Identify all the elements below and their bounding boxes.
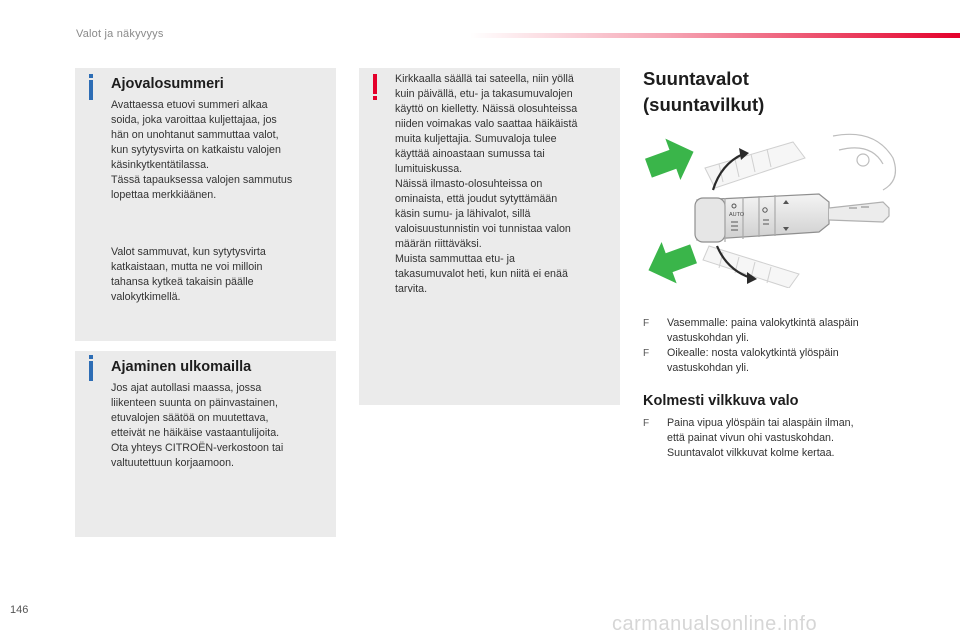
watermark: carmanualsonline.info bbox=[612, 613, 818, 635]
panel-paragraph: Avattaessa etuovi summeri alkaa soida, joka varoittaa kuljettajaa, jos hän on unohtanut sammuttaa valot, kun sytytysvirta on katkaistu valojen käsinkytkentätilassa. Tässä tapauksessa valojen sammutus lopettaa merkkiäänen. bbox=[111, 99, 293, 201]
light-stalk-icon bbox=[695, 194, 889, 242]
subsection-title-triple-flash: Kolmesti vilkkuva valo bbox=[643, 393, 799, 409]
list-item: F Vasemmalle: paina valokytkintä alaspäin vastuskohdan yli. bbox=[643, 317, 859, 344]
bullet-glyph: F bbox=[643, 348, 650, 359]
list-item: F Oikealle: nosta valokytkintä ylöspäin vastuskohdan yli. bbox=[643, 347, 839, 374]
bullet-glyph: F bbox=[643, 418, 650, 429]
page-number: 146 bbox=[10, 604, 29, 616]
bullet-glyph: F bbox=[643, 318, 650, 329]
triple-flash-instructions bbox=[643, 416, 903, 461]
info-icon bbox=[89, 361, 93, 381]
steering-wheel-icon bbox=[833, 134, 895, 190]
warning-icon bbox=[373, 74, 377, 94]
info-icon bbox=[89, 80, 93, 100]
info-panel-headlight-buzzer bbox=[75, 68, 336, 341]
list-item: F Paina vipua ylöspäin tai alaspäin ilman, että painat vivun ohi vastuskohdan. Suuntavalot vilkkuvat kolme kertaa. bbox=[643, 417, 854, 459]
panel-paragraph: Valot sammuvat, kun sytytysvirta katkaistaan, mutta ne voi milloin tahansa kytkeä takaisin päälle valokytkimellä. bbox=[111, 246, 266, 303]
stalk-auto-label: AUTO bbox=[729, 212, 745, 218]
turn-signal-instructions bbox=[643, 316, 903, 376]
panel-paragraph: Kirkkaalla säällä tai sateella, niin yöllä kuin päivällä, etu- ja takasumuvalojen käyttö on kielletty. Näissä olosuhteissa niiden voimakas valo saattaa häikäistä muita kuljettajia. Sumuvaloja tulee käyttää ainoastaan sumussa tai lumituiskussa. Näissä ilmasto-olosuhteissa on ominaista, että joudut sytyttämään käsin sumu- ja lähivalot, sillä valoisuustunnistin voi tunnistaa valon määrän riittäväksi. Muista sammuttaa etu- ja takasumuvalot heti, kun niitä ei enää tarvita. bbox=[395, 73, 578, 295]
section-title-turn-signals: Suuntavalot (suuntavilkut) bbox=[643, 68, 765, 115]
panel-title: Ajaminen ulkomailla bbox=[111, 359, 252, 375]
info-panel-driving-abroad bbox=[75, 351, 336, 537]
turn-signal-stalk-illustration bbox=[643, 128, 905, 288]
warning-panel-fog-lights bbox=[359, 68, 620, 405]
header-accent-bar bbox=[470, 33, 960, 38]
panel-title: Ajovalosummeri bbox=[111, 76, 224, 92]
green-arrow-right-icon bbox=[643, 131, 701, 189]
panel-paragraph: Jos ajat autollasi maassa, jossa liikenteen suunta on päinvastainen, etuvalojen säätöä on muutettava, etteivät ne häikäise vastaantulijoita. Ota yhteys CITROËN-verkostoon tai valtuutettuun korjaamoon. bbox=[111, 382, 284, 469]
green-arrow-left-icon bbox=[643, 233, 701, 288]
chapter-title: Valot ja näkyvyys bbox=[76, 28, 164, 40]
stalk-up-position bbox=[705, 142, 805, 188]
